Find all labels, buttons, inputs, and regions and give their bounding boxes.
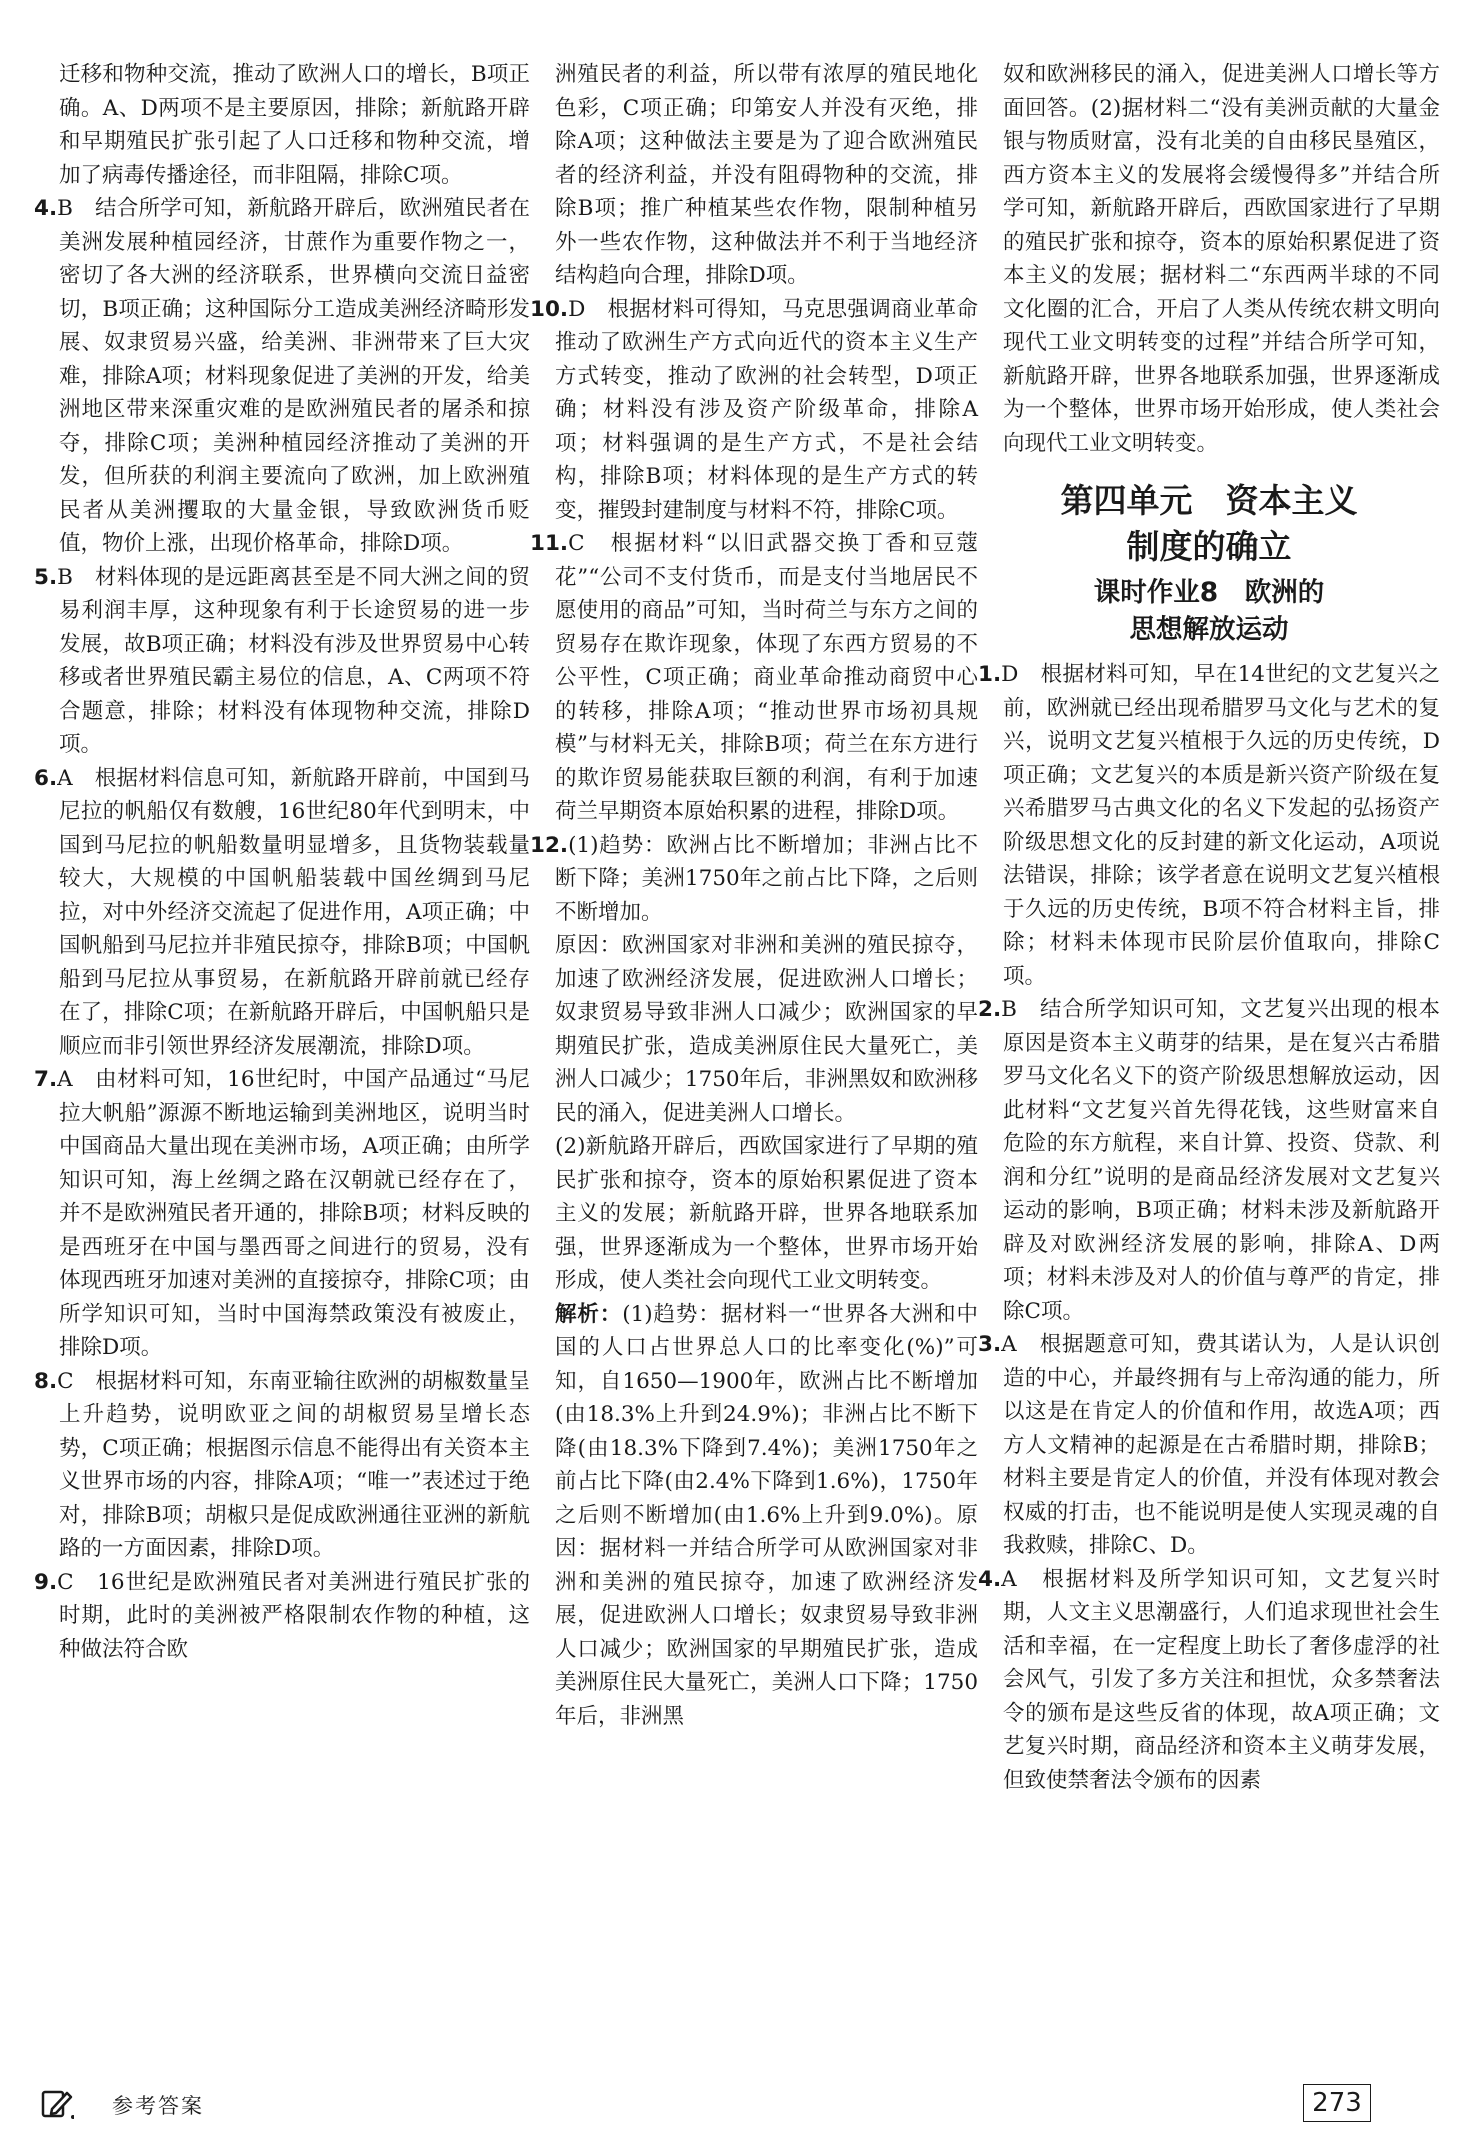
- item-number: 1.: [978, 662, 1002, 687]
- lesson-title: [978, 574, 1440, 648]
- lesson-title-line-1: 课时作业8 欧洲的: [1093, 577, 1325, 608]
- item-number: 10.: [530, 296, 569, 322]
- unit-title-line-1: 第四单元 资本主义: [1060, 481, 1358, 520]
- column-2: [530, 58, 978, 1733]
- answer-12-part2: (2)新航路开辟后，西欧国家进行了早期的殖民扩张和掠夺，资本的原始积累促进了资本主义的发展；新航路开辟，世界各地联系加强，世界逐渐成为一个整体，世界市场开始形成，使人类社会向现代工业文明转变。: [555, 1134, 978, 1293]
- item-number: 11.: [530, 531, 569, 556]
- unit-title-line-2: 制度的确立: [1126, 527, 1292, 566]
- item-text: A 由材料可知，16世纪时，中国产品通过“马尼拉大帆船”源源不断地运输到美洲地区，说明当时中国商品大量出现在美洲市场，A项正确；由所学知识可知，海上丝绸之路在汉朝就已经存在了，并不是欧洲殖民者开通的，排除B项；材料反映的是西班牙在中国与墨西哥之间进行的贸易，没有体现西班牙加速对美洲的直接掠夺，排除C项；由所学知识可知，当时中国海禁政策没有被废止，排除D项。: [57, 1067, 530, 1360]
- column-3: [978, 58, 1440, 1797]
- unit-title: [978, 478, 1440, 570]
- item-text: A 根据材料及所学知识可知，文艺复兴时期，人文主义思潮盛行，人们追求现世社会生活和幸福，在一定程度上助长了奢侈虚浮的社会风气，引发了多方关注和担忧，众多禁奢法令的颁布是这些反省的体现，故A项正确；文艺复兴时期，商品经济和资本主义萌芽发展，但致使禁奢法令颁布的因素: [1001, 1566, 1440, 1793]
- answer-item-9: [34, 1566, 530, 1667]
- answer-item-10: [530, 293, 978, 528]
- item-number: 2.: [978, 997, 1002, 1022]
- answer-12-reason: 原因：欧洲国家对非洲和美洲的殖民掠夺，加速了欧洲经济发展，促进欧洲人口增长；奴隶贸易导致非洲人口减少；欧洲国家的早期殖民扩张，造成美洲原住民大量死亡，美洲人口减少；1750年后，非洲黑奴和欧洲移民的涌入，促进美洲人口增长。: [555, 933, 978, 1126]
- answer-item-2: [978, 993, 1440, 1328]
- answer-item-1: [978, 658, 1440, 993]
- continued-text: 奴和欧洲移民的涌入，促进美洲人口增长等方面回答。(2)据材料二“没有美洲贡献的大量金银与物质财富，没有北美的自由移民垦殖区，西方资本主义的发展将会缓慢得多”并结合所学可知，新航路开辟后，西欧国家进行了早期的殖民扩张和掠夺，资本的原始积累促进了资本主义的发展；据材料二“东西两半球的不同文化圈的汇合，开启了人类从传统农耕文明向现代工业文明转变的过程”并结合所学可知，新航路开辟，世界各地联系加强，世界逐渐成为一个整体，世界市场开始形成，使人类社会向现代工业文明转变。: [1003, 62, 1440, 456]
- continued-text: 洲殖民者的利益，所以带有浓厚的殖民地化色彩，C项正确；印第安人并没有灭绝，排除A项；这种做法主要是为了迎合欧洲殖民者的经济利益，并没有阻碍物种的交流，排除B项；推广种植某些农作物，限制种植另外一些农作物，这种做法并不利于当地经济结构趋向合理，排除D项。: [555, 62, 978, 288]
- answer-12-analysis: [530, 1298, 978, 1734]
- answer-item-11: [530, 527, 978, 829]
- item-text: B 材料体现的是远距离甚至是不同大洲之间的贸易利润丰厚，这种现象有利于长途贸易的进一步发展，故B项正确；材料没有涉及世界贸易中心转移或者世界殖民霸主易位的信息，A、C两项不符合题意，排除；材料没有体现物种交流，排除D项。: [57, 564, 530, 757]
- item-number: 4.: [34, 196, 58, 221]
- answer-item-7: [34, 1063, 530, 1365]
- item-number: 12.: [530, 832, 569, 858]
- answer-item-4: [34, 192, 530, 561]
- page-number: 273: [1303, 2084, 1371, 2122]
- item-number: 3.: [978, 1332, 1002, 1357]
- item-text: A 根据题意可知，费其诺认为，人是认识创造的中心，并最终拥有与上帝沟通的能力，所以这是在肯定人的价值和作用，故选A项；西方人文精神的起源是在古希腊时期，排除B；材料主要是肯定人的价值，并没有体现对教会权威的打击，也不能说明是使人实现灵魂的自我救赎，排除C、D。: [1001, 1332, 1440, 1558]
- answer-item-3: [978, 1328, 1440, 1563]
- item-text: C 16世纪是欧洲殖民者对美洲进行殖民扩张的时期，此时的美洲被严格限制农作物的种植，这种做法符合欧: [57, 1569, 530, 1662]
- item-number: 5.: [34, 564, 58, 590]
- item-number: 8.: [34, 1368, 58, 1394]
- analysis-text: (1)趋势：据材料一“世界各大洲和中国的人口占世界总人口的比率变化(%)”可知，自1650—1900年，欧洲占比不断增加(由18.3%上升到24.9%)；非洲占比不断下降(由18.3%下降到7.4%)；美洲1750年之前占比下降(由2.4%下降到1.6%)，1750年之后则不断增加(由1.6%上升到9.0%)。原因：据材料一并结合所学可从欧洲国家对非洲和美洲的殖民掠夺，加速了欧洲经济发展，促进欧洲人口增长；奴隶贸易导致非洲人口减少；欧洲国家的早期殖民扩张，造成美洲原住民大量死亡，美洲人口下降；1750年后，非洲黑: [555, 1301, 978, 1729]
- item-text: C 根据材料“以旧武器交换丁香和豆蔻花”“公司不支付货币，而是支付当地居民不愿使用的商品”可知，当时荷兰与东方之间的贸易存在欺诈现象，体现了东西方贸易的不公平性，C项正确；商业革命推动商贸中心的转移，排除A项；“推动世界市场初具规模”与材料无关，排除B项；荷兰在东方进行的欺诈贸易能获取巨额的利润，有利于加速荷兰早期资本原始积累的进程，排除D项。: [555, 531, 978, 824]
- analysis-label: 解析：: [555, 1301, 623, 1327]
- item-number: 4.: [978, 1566, 1002, 1592]
- answer-item-4: [978, 1563, 1440, 1798]
- pencil-note-icon: [40, 2087, 74, 2121]
- item-text: C 根据材料可知，东南亚输往欧洲的胡椒数量呈上升趋势，说明欧亚之间的胡椒贸易呈增长态势，C项正确；根据图示信息不能得出有关资本主义世界市场的内容，排除A项；“唯一”表述过于绝对，排除B项；胡椒只是促成欧洲通往亚洲的新航路的一方面因素，排除D项。: [57, 1368, 530, 1561]
- continued-text: 迁移和物种交流，推动了欧洲人口的增长，B项正确。A、D两项不是主要原因，排除；新航路开辟和早期殖民扩张引起了人口迁移和物种交流，增加了病毒传播途径，而非阻隔，排除C项。: [59, 62, 530, 188]
- item-number: 6.: [34, 765, 58, 791]
- item-text: B 结合所学知识可知，文艺复兴出现的根本原因是资本主义萌芽的结果，是在复兴古希腊罗马文化名义下的资产阶级思想解放运动，因此材料“文艺复兴首先得花钱，这些财富来自危险的东方航程，来自计算、投资、贷款、利润和分红”说明的是商品经济发展对文艺复兴运动的影响，B项正确；材料未涉及新航路开辟及对欧洲经济发展的影响，排除A、D两项；材料未涉及对人的价值与尊严的肯定，排除C项。: [1001, 997, 1440, 1324]
- item-number: 9.: [34, 1569, 58, 1595]
- footer-label: 参考答案: [112, 2094, 204, 2118]
- item-text: B 结合所学可知，新航路开辟后，欧洲殖民者在美洲发展种植园经济，甘蔗作为重要作物之一，密切了各大洲的经济联系，世界横向交流日益密切，B项正确；这种国际分工造成美洲经济畸形发展、奴隶贸易兴盛，给美洲、非洲带来了巨大灾难，排除A项；材料现象促进了美洲的开发，给美洲地区带来深重灾难的是欧洲殖民者的屠杀和掠夺，排除C项；美洲种植园经济推动了美洲的开发，但所获的利润主要流向了欧洲，加上欧洲殖民者从美洲攫取的大量金银，导致欧洲货币贬值，物价上涨，出现价格革命，排除D项。: [57, 196, 530, 556]
- item-text: (1)趋势：欧洲占比不断增加；非洲占比不断下降；美洲1750年之前占比下降，之后则不断增加。: [555, 832, 978, 925]
- item-text: D 根据材料可知，早在14世纪的文艺复兴之前，欧洲就已经出现希腊罗马文化与艺术的复兴，说明文艺复兴植根于久远的历史传统，D项正确；文艺复兴的本质是新兴资产阶级在复兴希腊罗马古典文化的名义下发起的弘扬资产阶级思想文化的反封建的新文化运动，A项说法错误，排除；该学者意在说明文艺复兴植根于久远的历史传统，B项不符合材料主旨，排除；材料未体现市民阶层价值取向，排除C项。: [1001, 662, 1440, 989]
- item-text: D 根据材料可得知，马克思强调商业革命推动了欧洲生产方式向近代的资本主义生产方式转变，推动了欧洲的社会转型，D项正确；材料没有涉及资产阶级革命，排除A项；材料强调的是生产方式，不是社会结构，排除B项；材料体现的是生产方式的转变，摧毁封建制度与材料不符，排除C项。: [555, 296, 978, 523]
- column-1: [34, 58, 530, 1666]
- answer-item-12: [530, 829, 978, 930]
- item-text: A 根据材料信息可知，新航路开辟前，中国到马尼拉的帆船仅有数艘，16世纪80年代到明末，中国到马尼拉的帆船数量明显增多，且货物装载量较大，大规模的中国帆船装载中国丝绸到马尼拉，对中外经济交流起了促进作用，A项正确；中国帆船到马尼拉并非殖民掠夺，排除B项；中国帆船到马尼拉从事贸易，在新航路开辟前就已经存在了，排除C项；在新航路开辟后，中国帆船只是顺应而非引领世界经济发展潮流，排除D项。: [57, 765, 530, 1059]
- item-number: 7.: [34, 1067, 58, 1092]
- answer-item-6: [34, 762, 530, 1064]
- lesson-title-line-2: 思想解放运动: [1129, 614, 1289, 645]
- answer-item-5: [34, 561, 530, 762]
- answer-item-8: [34, 1365, 530, 1566]
